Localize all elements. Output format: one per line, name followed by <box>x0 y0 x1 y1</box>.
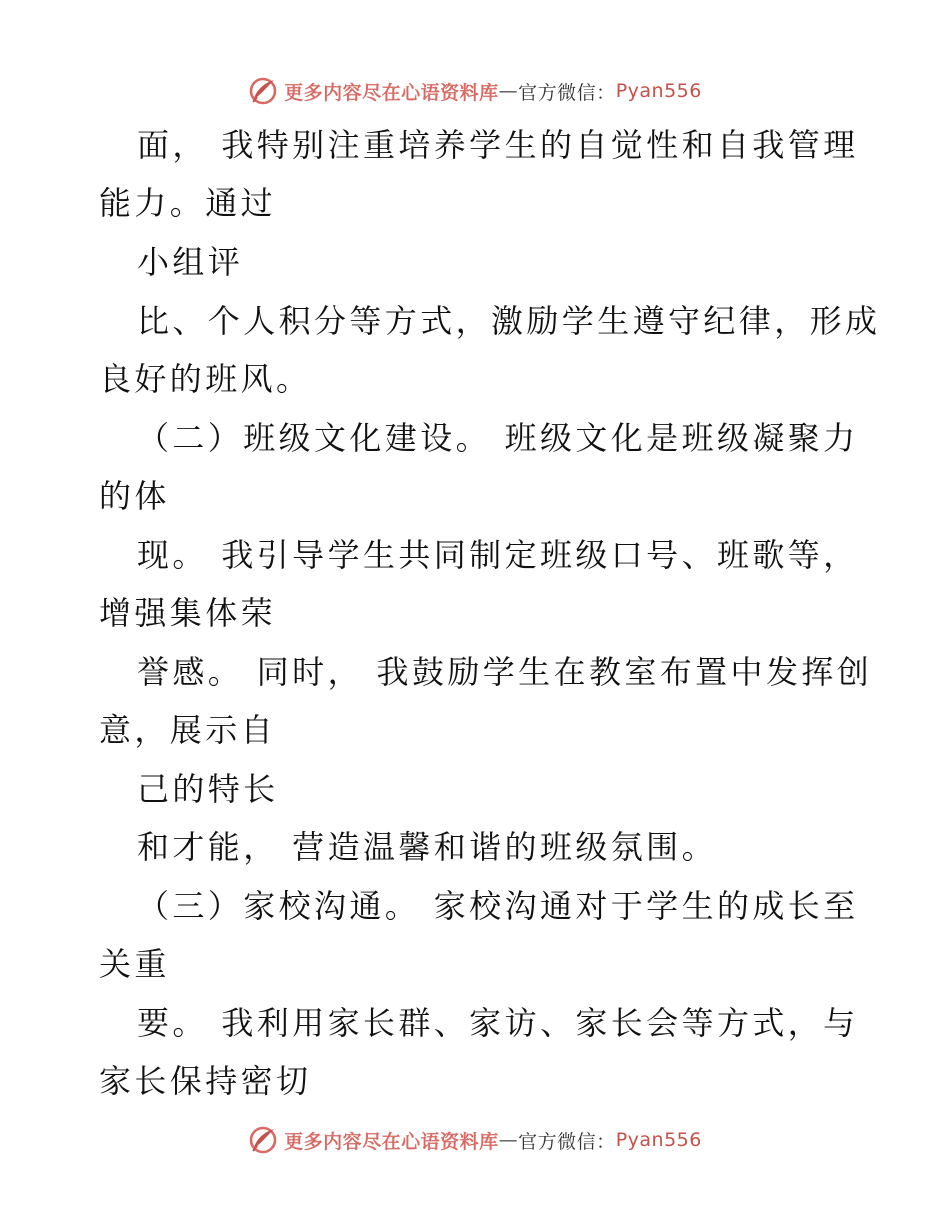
header-brand-text: 更多内容尽在心语资料库 <box>284 81 499 104</box>
text-line-2: 能力。通过 <box>99 184 277 222</box>
text-line-13: 和才能， 营造温馨和谐的班级氛围。 <box>137 828 717 866</box>
footer-watermark <box>0 1120 950 1160</box>
text-line-10: 誉感。 同时， 我鼓励学生在教室布置中发挥创 <box>137 653 873 691</box>
footer-wechat-label: 官方微信： <box>518 1130 616 1153</box>
text-line-17: 家长保持密切 <box>99 1062 312 1100</box>
header-dash: — <box>498 80 519 102</box>
text-line-14: （三）家校沟通。 家校沟通对于学生的成长至 <box>137 887 859 925</box>
text-line-11: 意，展示自 <box>99 711 277 749</box>
header-watermark <box>0 71 950 111</box>
text-line-12: 己的特长 <box>137 770 279 808</box>
text-line-8: 现。 我引导学生共同制定班级口号、班歌等， <box>137 536 859 574</box>
footer-dash: — <box>498 1129 519 1151</box>
text-line-1: 面， 我特别注重培养学生的自觉性和自我管理 <box>137 126 859 164</box>
text-line-4: 比、个人积分等方式，激励学生遵守纪律，形成 <box>137 302 881 340</box>
text-line-3: 小组评 <box>137 243 244 281</box>
text-line-5: 良好的班风。 <box>99 360 312 398</box>
footer-brand-text: 更多内容尽在心语资料库 <box>284 1130 499 1153</box>
text-line-6: （二）班级文化建设。 班级文化是班级凝聚力 <box>137 419 859 457</box>
header-wechat-label: 官方微信： <box>518 81 616 104</box>
quill-logo-icon <box>248 1125 278 1155</box>
quill-logo-icon <box>248 76 278 106</box>
text-line-7: 的体 <box>99 477 170 515</box>
text-line-15: 关重 <box>99 945 170 983</box>
footer-wechat-id: Pyan556 <box>615 1129 702 1151</box>
text-line-16: 要。 我利用家长群、家访、家长会等方式，与 <box>137 1004 859 1042</box>
text-line-9: 增强集体荣 <box>99 594 277 632</box>
header-wechat-id: Pyan556 <box>615 80 702 102</box>
